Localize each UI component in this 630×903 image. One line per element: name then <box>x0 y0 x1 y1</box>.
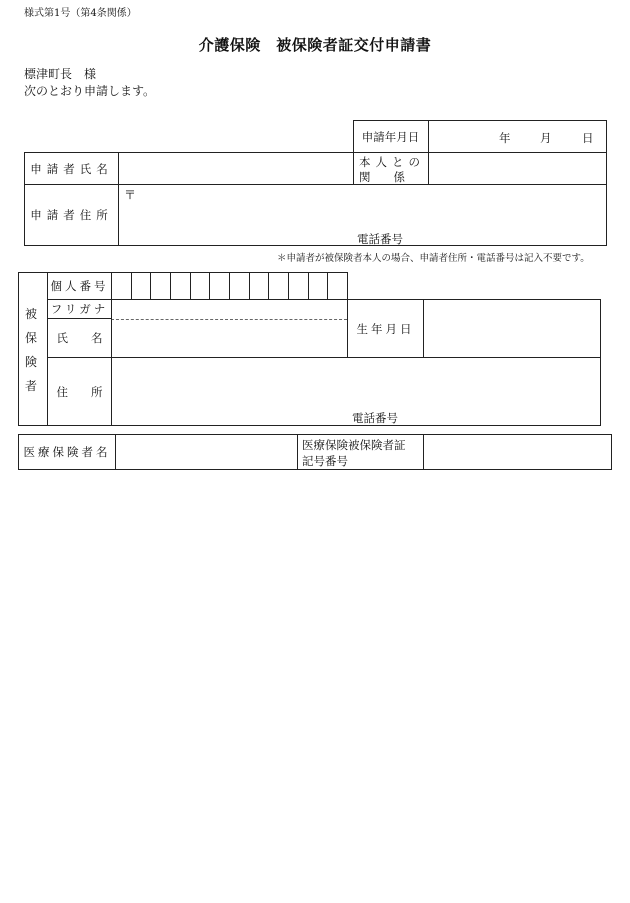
month-label: 月 <box>540 131 552 145</box>
applicant-note: ＊申請者が被保険者本人の場合、申請者住所・電話番号は記入不要です。 <box>277 253 590 264</box>
applicant-name-field[interactable] <box>119 153 353 184</box>
addressee: 標津町長 様 <box>24 67 97 81</box>
year-label: 年 <box>499 131 511 145</box>
medical-card-label-line2: 記号番号 <box>302 454 348 468</box>
insured-section-char-3: 険 <box>25 355 38 369</box>
applicant-address-field[interactable] <box>119 185 606 245</box>
applicant-address-label: 申請者住所 <box>30 208 113 222</box>
personal-number-label: 個人番号 <box>50 279 109 293</box>
relation-field[interactable] <box>429 153 606 184</box>
medical-insurer-field[interactable] <box>116 435 297 469</box>
relation-label-line1: 本人との <box>359 155 425 169</box>
application-date-label: 申請年月日 <box>361 129 420 144</box>
furigana-field[interactable] <box>112 300 347 318</box>
medical-card-label-line1: 医療保険被保険者証 <box>302 438 406 452</box>
insured-phone-label: 電話番号 <box>352 411 398 425</box>
insured-section-char-4: 者 <box>25 379 38 393</box>
medical-card-number-field[interactable] <box>424 435 611 469</box>
page-title: 介護保険 被保険者証交付申請書 <box>198 36 432 54</box>
intro-text: 次のとおり申請します。 <box>24 84 156 98</box>
furigana-label: フリガナ <box>50 302 109 316</box>
insured-address-field[interactable] <box>112 358 600 425</box>
insured-address-label: 住 所 <box>56 384 103 399</box>
personal-number-field[interactable] <box>112 273 347 299</box>
insured-name-label: 氏 名 <box>56 331 103 345</box>
relation-label-line2: 関 係 <box>359 170 405 184</box>
applicant-phone-label: 電話番号 <box>357 232 403 246</box>
birthdate-label: 生年月日 <box>356 321 415 336</box>
form-number: 様式第1号（第4条関係） <box>24 8 137 19</box>
insured-name-field[interactable] <box>112 320 347 357</box>
insured-section-char-2: 保 <box>25 331 38 345</box>
application-date-field[interactable] <box>429 121 606 152</box>
insured-section-char-1: 被 <box>25 307 38 321</box>
day-label: 日 <box>582 131 594 145</box>
postal-mark: 〒 <box>124 188 137 202</box>
birthdate-field[interactable] <box>424 300 600 357</box>
applicant-name-label: 申請者氏名 <box>30 161 113 176</box>
medical-insurer-label: 医療保険者名 <box>23 445 111 459</box>
